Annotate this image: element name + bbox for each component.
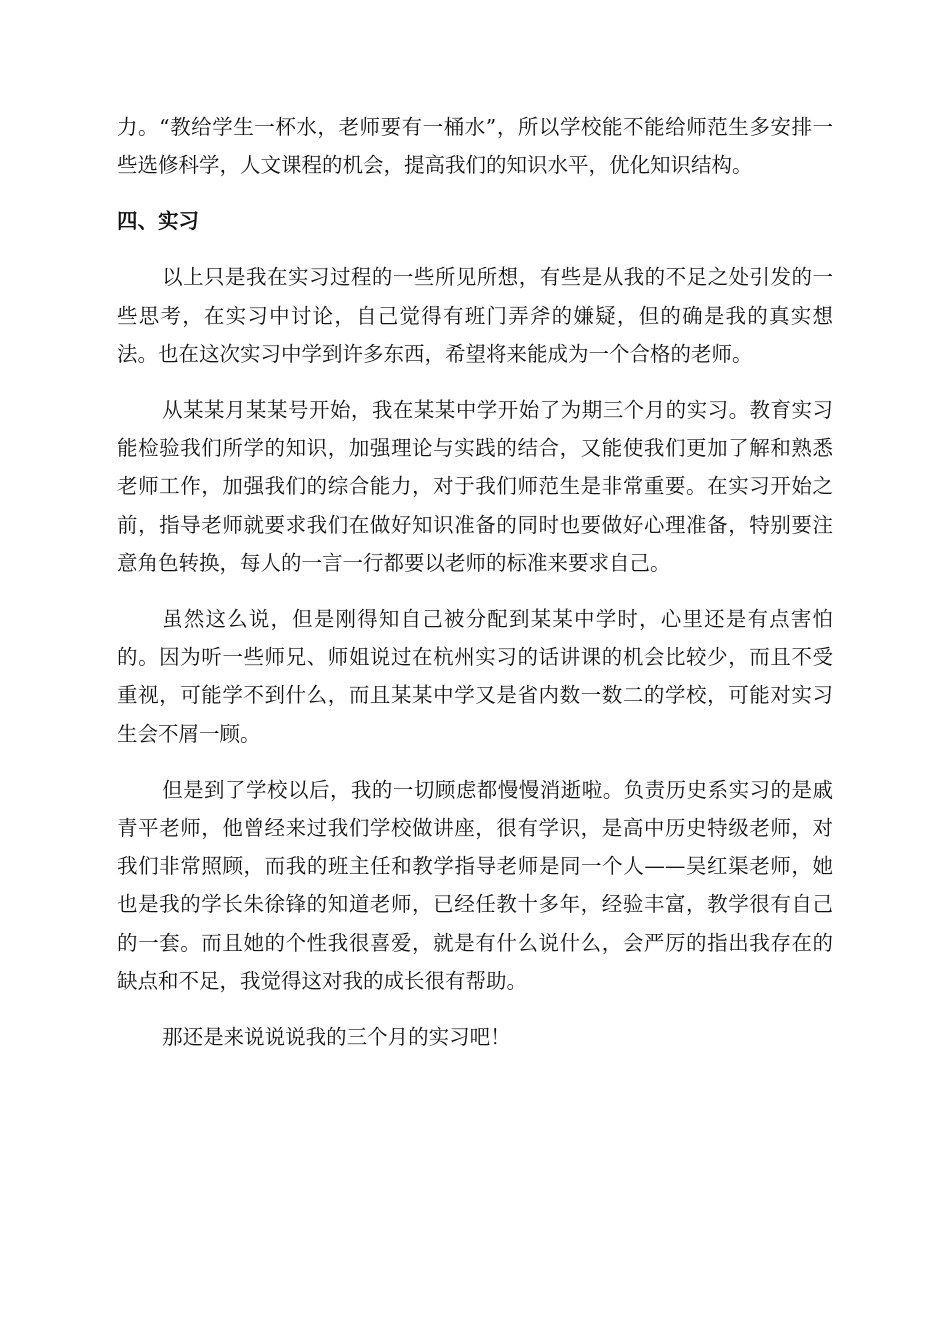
section-heading: 四、实习 bbox=[117, 209, 199, 234]
document-page bbox=[117, 108, 833, 1074]
paragraph-body-5: 那还是来说说说我的三个月的实习吧！ bbox=[162, 1025, 511, 1050]
paragraph-continuation: 力。“教给学生一杯水，老师要有一桶水”，所以学校能不能给师范生多安排一些选修科学，人文课程的机会，提高我们的知识水平，优化知识结构。 bbox=[117, 115, 833, 178]
paragraph-body-1: 以上只是我在实习过程的一些所见所想，有些是从我的不足之处引发的一些思考，在实习中讨论，自己觉得有班门弄斧的嫌疑，但的确是我的真实想法。也在这次实习中学到许多东西，希望将来能成为一个合格的老师。 bbox=[117, 265, 833, 366]
paragraph-body-3: 虽然这么说，但是刚得知自己被分配到某某中学时，心里还是有点害怕的。因为听一些师兄、师姐说过在杭州实习的话讲课的机会比较少，而且不受重视，可能学不到什么，而且某某中学又是省内数一数二的学校，可能对实习生会不屑一顾。 bbox=[117, 607, 833, 746]
paragraph-body-4: 但是到了学校以后，我的一切顾虑都慢慢消逝啦。负责历史系实习的是戚青平老师，他曾经来过我们学校做讲座，很有学识，是高中历史特级老师，对我们非常照顾，而我的班主任和教学指导老师是同一个人——吴红渠老师，她也是我的学长朱徐锋的知道老师，已经任教十多年，经验丰富，教学很有自己的一套。而且她的个性我很喜爱，就是有什么说什么，会严厉的指出我存在的缺点和不足，我觉得这对我的成长很有帮助。 bbox=[117, 777, 833, 993]
paragraph-body-2: 从某某月某某号开始，我在某某中学开始了为期三个月的实习。教育实习能检验我们所学的知识，加强理论与实践的结合，又能使我们更加了解和熟悉老师工作，加强我们的综合能力，对于我们师范生是非常重要。在实习开始之前，指导老师就要求我们在做好知识准备的同时也要做好心理准备，特别要注意角色转换，每人的一言一行都要以老师的标准来要求自己。 bbox=[117, 398, 833, 575]
